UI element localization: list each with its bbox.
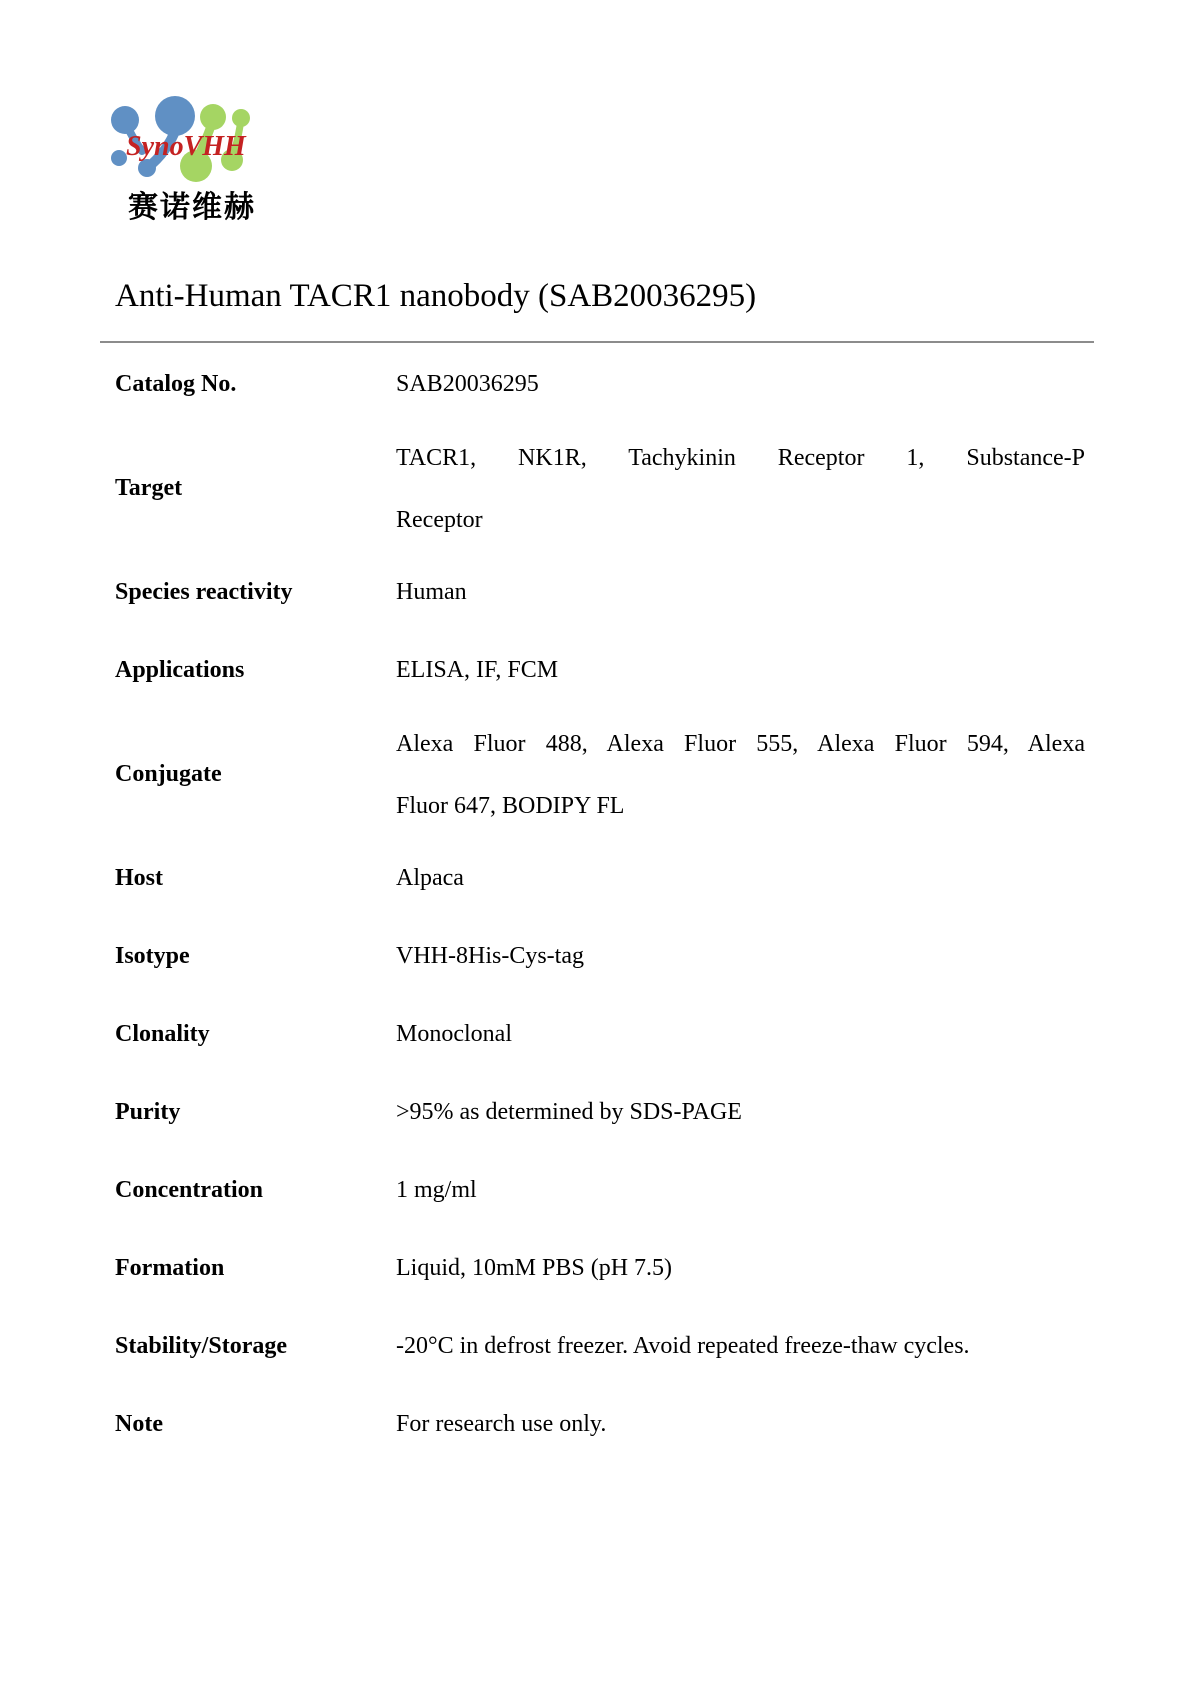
row-value-line: Receptor bbox=[396, 507, 483, 533]
row-value-line: ELISA, IF, FCM bbox=[396, 657, 559, 684]
company-logo bbox=[98, 90, 258, 186]
table-row bbox=[115, 632, 1085, 710]
row-label: Species reactivity bbox=[115, 579, 293, 606]
row-value bbox=[396, 943, 1085, 971]
row-value bbox=[396, 1177, 1085, 1205]
row-label: Clonality bbox=[115, 1021, 210, 1048]
row-value-line: Fluor 647, BODIPY FL bbox=[396, 793, 625, 819]
row-label: Catalog No. bbox=[115, 371, 237, 398]
table-row bbox=[115, 1074, 1085, 1152]
row-value-line: Human bbox=[396, 579, 467, 606]
table-row bbox=[115, 1308, 1085, 1386]
table-row bbox=[115, 554, 1085, 632]
table-row bbox=[115, 840, 1085, 918]
row-value bbox=[396, 1255, 1085, 1283]
row-value-line: For research use only. bbox=[396, 1411, 607, 1438]
row-value-line: Liquid, 10mM PBS (pH 7.5) bbox=[396, 1255, 673, 1282]
row-value bbox=[396, 1333, 1085, 1361]
row-value-line: Alpaca bbox=[396, 865, 464, 892]
row-value bbox=[396, 713, 1085, 837]
row-value bbox=[396, 427, 1085, 551]
row-label: Stability/Storage bbox=[115, 1333, 287, 1360]
table-row bbox=[115, 1386, 1085, 1464]
table-row bbox=[115, 918, 1085, 996]
row-value-line: SAB20036295 bbox=[396, 371, 539, 398]
row-label: Note bbox=[115, 1411, 163, 1438]
row-value-line: VHH-8His-Cys-tag bbox=[396, 943, 584, 970]
table-row bbox=[115, 1152, 1085, 1230]
row-value bbox=[396, 865, 1085, 893]
spec-table bbox=[115, 346, 1085, 1464]
table-row bbox=[115, 710, 1085, 840]
row-label: Formation bbox=[115, 1255, 225, 1282]
row-label: Conjugate bbox=[115, 761, 222, 788]
row-label: Applications bbox=[115, 657, 245, 684]
row-label: Concentration bbox=[115, 1177, 263, 1204]
row-value bbox=[396, 1411, 1085, 1439]
row-label: Isotype bbox=[115, 943, 190, 970]
row-value-line: Alexa Fluor 488, Alexa Fluor 555, Alexa Fluor 594, Alexa bbox=[396, 731, 1085, 757]
row-value bbox=[396, 371, 1085, 399]
row-value-line: Monoclonal bbox=[396, 1021, 512, 1048]
table-row bbox=[115, 1230, 1085, 1308]
title-divider bbox=[100, 341, 1094, 343]
row-value-line: -20°C in defrost freezer. Avoid repeated freeze-thaw cycles. bbox=[396, 1333, 970, 1360]
row-value bbox=[396, 1099, 1085, 1127]
brand-name-chinese: 赛诺维赫 bbox=[128, 191, 256, 224]
row-value-line: 1 mg/ml bbox=[396, 1177, 477, 1204]
row-label: Purity bbox=[115, 1099, 181, 1126]
brand-name-text: SynoVHH bbox=[126, 131, 246, 162]
table-row bbox=[115, 424, 1085, 554]
table-row bbox=[115, 996, 1085, 1074]
row-label: Host bbox=[115, 865, 163, 892]
page-title: Anti-Human TACR1 nanobody (SAB20036295) bbox=[115, 278, 757, 314]
row-value bbox=[396, 579, 1085, 607]
table-row bbox=[115, 346, 1085, 424]
row-value-line: >95% as determined by SDS-PAGE bbox=[396, 1099, 742, 1126]
row-label: Target bbox=[115, 475, 183, 502]
row-value-line: TACR1, NK1R, Tachykinin Receptor 1, Substance-P bbox=[396, 445, 1085, 471]
row-value bbox=[396, 1021, 1085, 1049]
row-value bbox=[396, 657, 1085, 685]
